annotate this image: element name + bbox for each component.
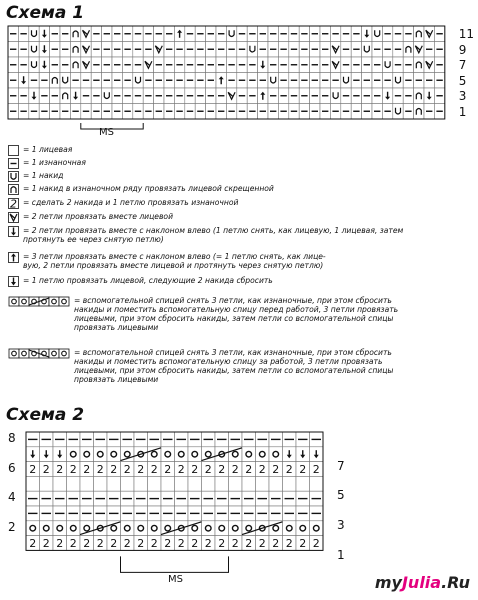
logo-accent: Julia: [401, 573, 442, 592]
svg-text:2: 2: [137, 463, 145, 476]
svg-text:2: 2: [29, 463, 37, 476]
scheme2-cell: [107, 447, 121, 462]
scheme2-right-number: 3: [337, 518, 345, 532]
scheme2-cell: [53, 521, 67, 536]
svg-text:2: 2: [312, 463, 320, 476]
scheme2-cell: [215, 476, 229, 491]
scheme2-cell: [94, 476, 108, 491]
scheme2-cell: [310, 536, 324, 551]
scheme2-cell: [26, 432, 40, 447]
scheme2-right-number: 1: [337, 547, 345, 562]
scheme2-cell: [229, 536, 243, 551]
scheme2-cell: [161, 462, 175, 477]
scheme2-cell: [94, 462, 108, 477]
svg-text:2: 2: [204, 463, 212, 476]
scheme2-cell: [80, 476, 94, 491]
scheme2-cell: [53, 491, 67, 506]
scheme2-cell: [26, 521, 40, 536]
scheme2-cell: [256, 491, 270, 506]
scheme2-cell: [161, 476, 175, 491]
scheme2-cell: [148, 491, 162, 506]
svg-text:2: 2: [137, 537, 145, 550]
scheme2-cell: [67, 476, 81, 491]
svg-text:2: 2: [299, 537, 307, 550]
scheme2-cell: [229, 521, 243, 536]
svg-text:2: 2: [177, 537, 185, 550]
scheme2-cell: [283, 506, 297, 521]
svg-text:2: 2: [191, 463, 199, 476]
logo-prefix: my: [374, 573, 402, 592]
svg-text:2: 2: [123, 463, 131, 476]
scheme2-cell: [269, 506, 283, 521]
scheme2-cell: [161, 506, 175, 521]
scheme2-ms-label: MS: [168, 574, 183, 585]
scheme2-cell: [121, 476, 135, 491]
scheme2-cell: [269, 536, 283, 551]
scheme1-row-number: 7: [458, 58, 467, 72]
scheme2-cell: [283, 536, 297, 551]
scheme2-cell: [229, 432, 243, 447]
scheme2-cell: [283, 521, 297, 536]
scheme2-cell: [229, 506, 243, 521]
scheme2-cell: [242, 476, 256, 491]
scheme2-cell: [188, 432, 202, 447]
scheme2-cell: [269, 476, 283, 491]
scheme2-cell: [107, 506, 121, 521]
scheme2-cell: [67, 506, 81, 521]
scheme2-cell: [40, 462, 54, 477]
svg-text:2: 2: [96, 537, 104, 550]
scheme2-cell: [161, 447, 175, 462]
scheme2-cell: [215, 491, 229, 506]
scheme2-cell: [310, 447, 324, 462]
scheme2-cell: [26, 536, 40, 551]
scheme2-cell: [121, 462, 135, 477]
scheme2-cell: [40, 506, 54, 521]
scheme2-cell: [188, 506, 202, 521]
scheme2-left-number: 4: [8, 490, 16, 505]
scheme1-row-number: 5: [458, 73, 467, 88]
scheme2-cell: [283, 491, 297, 506]
scheme2-title: Схема 2: [6, 405, 85, 425]
scheme2-cell: [202, 476, 216, 491]
scheme2-cell: [107, 432, 121, 447]
scheme2-cell: [242, 432, 256, 447]
scheme2-cell: [310, 462, 324, 477]
scheme2-cell: [134, 476, 148, 491]
scheme2-cell: [148, 432, 162, 447]
scheme2-cell: [40, 521, 54, 536]
scheme2-cell: [40, 491, 54, 506]
scheme2-cell: [256, 447, 270, 462]
scheme2-cell: [296, 462, 310, 477]
svg-text:2: 2: [285, 537, 293, 550]
scheme2-right-number: 7: [337, 458, 345, 473]
scheme2-cell: [134, 432, 148, 447]
scheme2-cell: [296, 506, 310, 521]
scheme2-cell: [188, 491, 202, 506]
svg-text:2: 2: [285, 463, 293, 476]
legend-text: = вспомогательной спицей снять 3 петли, как изнаночные, при этом сбросить накиды и поместить вспомогательную спицу перед работой, 3 петли провязать лицевыми, при этом сбросить накиды, затем петли со вспомогательной спицы провязать лицевыми: [74, 296, 399, 332]
scheme2-cell: [256, 462, 270, 477]
svg-text:2: 2: [218, 537, 226, 550]
scheme2-cell: [94, 447, 108, 462]
scheme2-cell: [134, 506, 148, 521]
scheme2-cell: [53, 462, 67, 477]
scheme2-cell: [215, 521, 229, 536]
svg-text:2: 2: [56, 537, 64, 550]
svg-text:2: 2: [191, 537, 199, 550]
svg-text:2: 2: [150, 463, 158, 476]
scheme2-cell: [80, 536, 94, 551]
svg-text:2: 2: [218, 463, 226, 476]
svg-text:2: 2: [83, 463, 91, 476]
scheme2-cell: [175, 506, 189, 521]
scheme2-cell: [40, 447, 54, 462]
svg-text:2: 2: [150, 537, 158, 550]
scheme2-cell: [296, 447, 310, 462]
scheme2-cell: [94, 432, 108, 447]
scheme2-cell: [67, 491, 81, 506]
scheme2-cell: [80, 432, 94, 447]
scheme1-row-number: 9: [458, 42, 467, 57]
scheme2-cell: [269, 432, 283, 447]
scheme2-cell: [67, 462, 81, 477]
scheme2-cell: [175, 432, 189, 447]
legend-text: = вспомогательной спицей снять 3 петли, как изнаночные, при этом сбросить накиды и поместить вспомогательную спицу за работой, 3 петли провязать лицевыми, при этом сбросить накиды, затем петли со вспомогательной спицы провязать лицевыми: [74, 348, 394, 384]
svg-text:2: 2: [110, 463, 118, 476]
scheme2-cell: [269, 462, 283, 477]
scheme2-cell: [229, 462, 243, 477]
svg-text:2: 2: [110, 537, 118, 550]
legend-text: = 1 петлю провязать лицевой, следующие 2 накида сбросить: [23, 276, 273, 285]
scheme2-cell: [94, 491, 108, 506]
svg-text:2: 2: [245, 537, 253, 550]
scheme2-cell: [80, 462, 94, 477]
scheme2-cell: [121, 536, 135, 551]
scheme2-cell: [161, 536, 175, 551]
scheme2-cell: [310, 506, 324, 521]
scheme2-cell: [215, 536, 229, 551]
scheme2-cell: [121, 521, 135, 536]
legend-text: = 1 лицевая: [23, 145, 73, 154]
scheme2-cell: [40, 476, 54, 491]
scheme2-left-number: 8: [8, 431, 16, 445]
scheme2-cell: [67, 432, 81, 447]
scheme2-cell: [121, 432, 135, 447]
scheme2-cell: [26, 447, 40, 462]
scheme2-cell: [188, 476, 202, 491]
scheme2-cell: [148, 521, 162, 536]
scheme2-cell: [283, 476, 297, 491]
legend-text: = сделать 2 накида и 1 петлю провязать изнаночной: [23, 198, 239, 207]
scheme2-cell: [107, 462, 121, 477]
svg-text:2: 2: [10, 198, 17, 209]
scheme2-cell: [310, 432, 324, 447]
scheme1-ms-label: MS: [99, 127, 114, 138]
scheme2-cell: [269, 447, 283, 462]
legend-text: = 2 петли провязать вместе лицевой: [23, 212, 174, 221]
scheme1-row-number: 11: [458, 27, 475, 41]
legend-text: = 1 изнаночная: [23, 158, 86, 167]
scheme2-cell: [215, 506, 229, 521]
scheme2-cell: [148, 462, 162, 477]
legend-text: = 3 петли провязать вместе с наклоном влево (= 1 петлю снять, как лице- вую, 2 петли провязать вместе лицевой и протянуть через снятую петлю): [23, 252, 326, 270]
scheme2-cell: [26, 462, 40, 477]
scheme2-cell: [202, 462, 216, 477]
svg-text:2: 2: [83, 537, 91, 550]
scheme2-cell: [202, 521, 216, 536]
scheme2-cell: [134, 462, 148, 477]
scheme2-cell: [296, 476, 310, 491]
scheme2-cell: [175, 462, 189, 477]
scheme2-left-number: 2: [8, 519, 16, 534]
legend-text: = 2 петли провязать вместе с наклоном влево (1 петлю снять, как лицевую, 1 лицевая, затем протянуть ее через снятую петлю): [23, 226, 404, 244]
svg-text:2: 2: [164, 463, 172, 476]
scheme2-cell: [256, 432, 270, 447]
legend-text: = 1 накид в изнаночном ряду провязать лицевой скрещенной: [23, 184, 274, 193]
scheme1-title: Схема 1: [6, 3, 85, 23]
svg-text:2: 2: [96, 463, 104, 476]
legend-text: = 1 накид: [23, 171, 64, 180]
scheme2-cell: [310, 476, 324, 491]
scheme2-cell: [202, 491, 216, 506]
svg-text:2: 2: [245, 463, 253, 476]
scheme2-cell: [242, 536, 256, 551]
svg-text:2: 2: [312, 537, 320, 550]
svg-text:2: 2: [29, 537, 37, 550]
scheme2-cell: [296, 432, 310, 447]
scheme2-cell: [175, 491, 189, 506]
scheme2-cell: [202, 506, 216, 521]
scheme2-cell: [107, 491, 121, 506]
scheme2-cell: [283, 447, 297, 462]
svg-text:2: 2: [69, 537, 77, 550]
scheme2-cell: [310, 521, 324, 536]
scheme2-cell: [53, 447, 67, 462]
site-logo: [375, 573, 470, 592]
svg-text:2: 2: [42, 537, 50, 550]
logo-suffix: .Ru: [441, 573, 470, 592]
scheme2-cell: [53, 432, 67, 447]
scheme1-row-number: 3: [458, 89, 467, 103]
svg-text:2: 2: [204, 537, 212, 550]
scheme2-cell: [188, 462, 202, 477]
scheme2-cell: [107, 536, 121, 551]
scheme2-cell: [256, 506, 270, 521]
scheme2-cell: [242, 506, 256, 521]
svg-text:2: 2: [164, 537, 172, 550]
scheme2-cell: [256, 536, 270, 551]
scheme2-cell: [256, 476, 270, 491]
scheme2-cell: [134, 536, 148, 551]
scheme2-cell: [148, 536, 162, 551]
svg-text:2: 2: [272, 463, 280, 476]
svg-text:2: 2: [56, 463, 64, 476]
scheme2-cell: [121, 506, 135, 521]
scheme2-cell: [215, 432, 229, 447]
scheme2-cell: [26, 506, 40, 521]
scheme2-cell: [67, 521, 81, 536]
scheme2-cell: [161, 432, 175, 447]
scheme2-cell: [53, 506, 67, 521]
scheme2-cell: [80, 447, 94, 462]
scheme2-left-number: 6: [8, 460, 16, 475]
scheme2-cell: [202, 536, 216, 551]
scheme2-cell: [296, 521, 310, 536]
scheme2-cell: [148, 476, 162, 491]
scheme2-cell: [242, 447, 256, 462]
scheme2-cell: [80, 491, 94, 506]
scheme2-cell: [121, 491, 135, 506]
scheme2-cell: [161, 491, 175, 506]
scheme2-cell: [188, 447, 202, 462]
scheme2-right-number: 5: [337, 488, 345, 503]
scheme2-cell: [175, 536, 189, 551]
scheme2-cell: [53, 536, 67, 551]
scheme2-cell: [296, 536, 310, 551]
svg-text:2: 2: [231, 537, 239, 550]
svg-text:2: 2: [69, 463, 77, 476]
scheme2-cell: [94, 536, 108, 551]
svg-text:2: 2: [272, 537, 280, 550]
scheme2-cell: [269, 491, 283, 506]
svg-text:2: 2: [42, 463, 50, 476]
scheme2-cell: [148, 506, 162, 521]
scheme2-cell: [53, 476, 67, 491]
scheme1-row-number: 1: [458, 104, 467, 119]
svg-text:2: 2: [123, 537, 131, 550]
scheme2-cell: [229, 491, 243, 506]
svg-text:2: 2: [299, 463, 307, 476]
scheme2-cell: [134, 491, 148, 506]
scheme2-ms-bracket: [121, 556, 229, 572]
scheme2-cell: [40, 536, 54, 551]
scheme2-cell: [26, 476, 40, 491]
scheme2-cell: [242, 491, 256, 506]
scheme2-cell: [229, 476, 243, 491]
scheme2-cell: [296, 491, 310, 506]
scheme2-cell: [26, 491, 40, 506]
scheme2-cell: [283, 432, 297, 447]
scheme2-cell: [310, 491, 324, 506]
scheme2-cell: [188, 536, 202, 551]
scheme2-cell: [67, 447, 81, 462]
scheme2-cell: [202, 432, 216, 447]
svg-text:2: 2: [231, 463, 239, 476]
svg-text:2: 2: [258, 537, 266, 550]
scheme2-cell: [80, 506, 94, 521]
scheme2-cell: [67, 536, 81, 551]
scheme2-cell: [215, 462, 229, 477]
svg-text:2: 2: [177, 463, 185, 476]
scheme2-cell: [283, 462, 297, 477]
scheme2-cell: [40, 432, 54, 447]
scheme2-cell: [134, 521, 148, 536]
scheme2-cell: [242, 462, 256, 477]
scheme2-cell: [175, 447, 189, 462]
scheme2-cell: [107, 476, 121, 491]
svg-text:2: 2: [258, 463, 266, 476]
scheme2-cell: [94, 506, 108, 521]
scheme2-cell: [175, 476, 189, 491]
